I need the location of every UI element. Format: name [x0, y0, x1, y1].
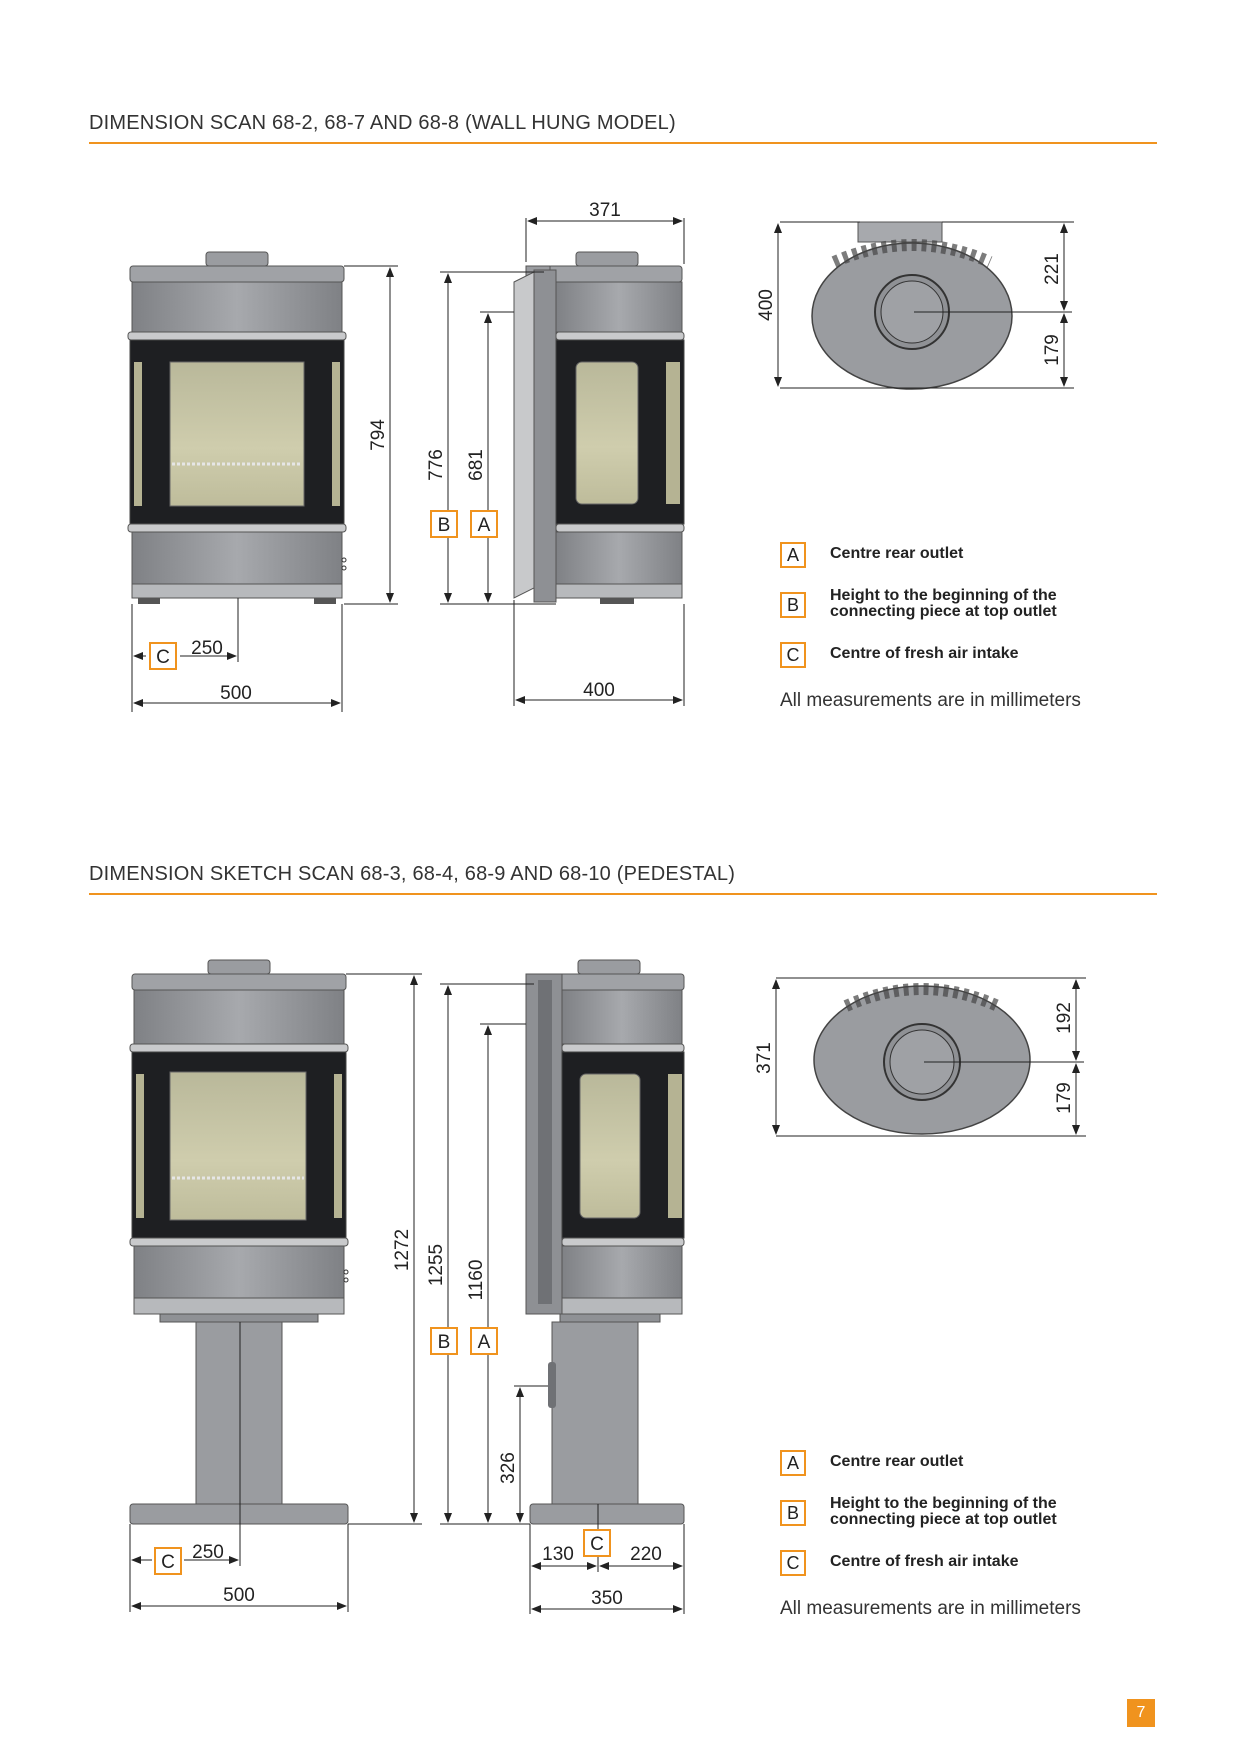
legend-key-box: B [780, 592, 806, 618]
s2-front-c-offset: 250 [192, 1542, 224, 1563]
legend-text: Centre rear outlet [830, 545, 964, 562]
s2-front-c-label: C [161, 1552, 175, 1573]
s2-side-c-height: 326 [498, 1452, 519, 1484]
s2-side-base-depth: 350 [591, 1588, 623, 1609]
measurement-note-2: All measurements are in millimeters [780, 1598, 1081, 1619]
s1-side-stove [514, 252, 684, 604]
legend-text: Centre of fresh air intake [830, 1553, 1019, 1570]
s2-top-depth: 371 [754, 1042, 775, 1074]
legend-key-box: C [780, 1550, 806, 1576]
s1-top-rear: 221 [1042, 253, 1063, 285]
s1-front-stove [128, 252, 346, 604]
s2-top-front: 179 [1054, 1082, 1075, 1114]
page-number: 7 [1127, 1699, 1155, 1727]
s1-front-height: 794 [368, 419, 389, 451]
legend-key-box: A [780, 1450, 806, 1476]
s1-front-c-label: C [156, 647, 170, 668]
s1-side-b-height: 776 [426, 449, 447, 481]
s1-front-c-offset: 250 [191, 638, 223, 659]
s1-side-a-label: A [477, 515, 491, 536]
s2-side-c-label: C [590, 1534, 604, 1555]
s2-side-b-label: B [437, 1332, 451, 1353]
s1-side-depth-top: 371 [589, 200, 621, 221]
s1-side-b-label: B [437, 515, 451, 536]
legend-1-item-a [780, 542, 1090, 568]
s1-top-front: 179 [1042, 334, 1063, 366]
s2-side-front-offset: 220 [630, 1544, 662, 1565]
legend-1-item-c [780, 642, 1090, 668]
s2-side-rear-offset: 130 [542, 1544, 574, 1565]
legend-text: Height to the beginning of the connecting piece at top outlet [830, 1495, 1057, 1528]
s1-front-width: 500 [220, 683, 252, 704]
legend-2-item-a [780, 1450, 1090, 1476]
s2-front-width: 500 [223, 1585, 255, 1606]
s2-top-stove [776, 978, 1086, 1136]
legend-key-box: B [780, 1500, 806, 1526]
legend-2-item-c [780, 1550, 1090, 1576]
section-2-title: DIMENSION SKETCH SCAN 68-3, 68-4, 68-9 AND 68-10 (PEDESTAL) [89, 863, 736, 885]
legend-text: Height to the beginning of the connecting piece at top outlet [830, 587, 1057, 620]
legend-key-box: C [780, 642, 806, 668]
legend-text: Centre rear outlet [830, 1453, 964, 1470]
s2-side-a-label: A [477, 1332, 491, 1353]
section-1-title: DIMENSION SCAN 68-2, 68-7 AND 68-8 (WALL HUNG MODEL) [89, 112, 676, 134]
s2-front-height: 1272 [392, 1228, 413, 1272]
s2-top-rear: 192 [1054, 1002, 1075, 1034]
legend-text: Centre of fresh air intake [830, 645, 1019, 662]
s1-top-depth: 400 [756, 289, 777, 321]
s1-top-stove [778, 222, 1074, 389]
s2-side-stove [526, 960, 684, 1524]
s2-front-stove [130, 960, 348, 1524]
s1-side-a-height: 681 [466, 449, 487, 481]
legend-key-box: A [780, 542, 806, 568]
measurement-note-1: All measurements are in millimeters [780, 690, 1081, 711]
legend-1-item-b [780, 587, 1090, 620]
s2-side-b-height: 1255 [426, 1243, 447, 1287]
s1-side-depth-bottom: 400 [583, 680, 615, 701]
s2-side-a-height: 1160 [466, 1259, 487, 1301]
legend-2-item-b [780, 1495, 1090, 1528]
